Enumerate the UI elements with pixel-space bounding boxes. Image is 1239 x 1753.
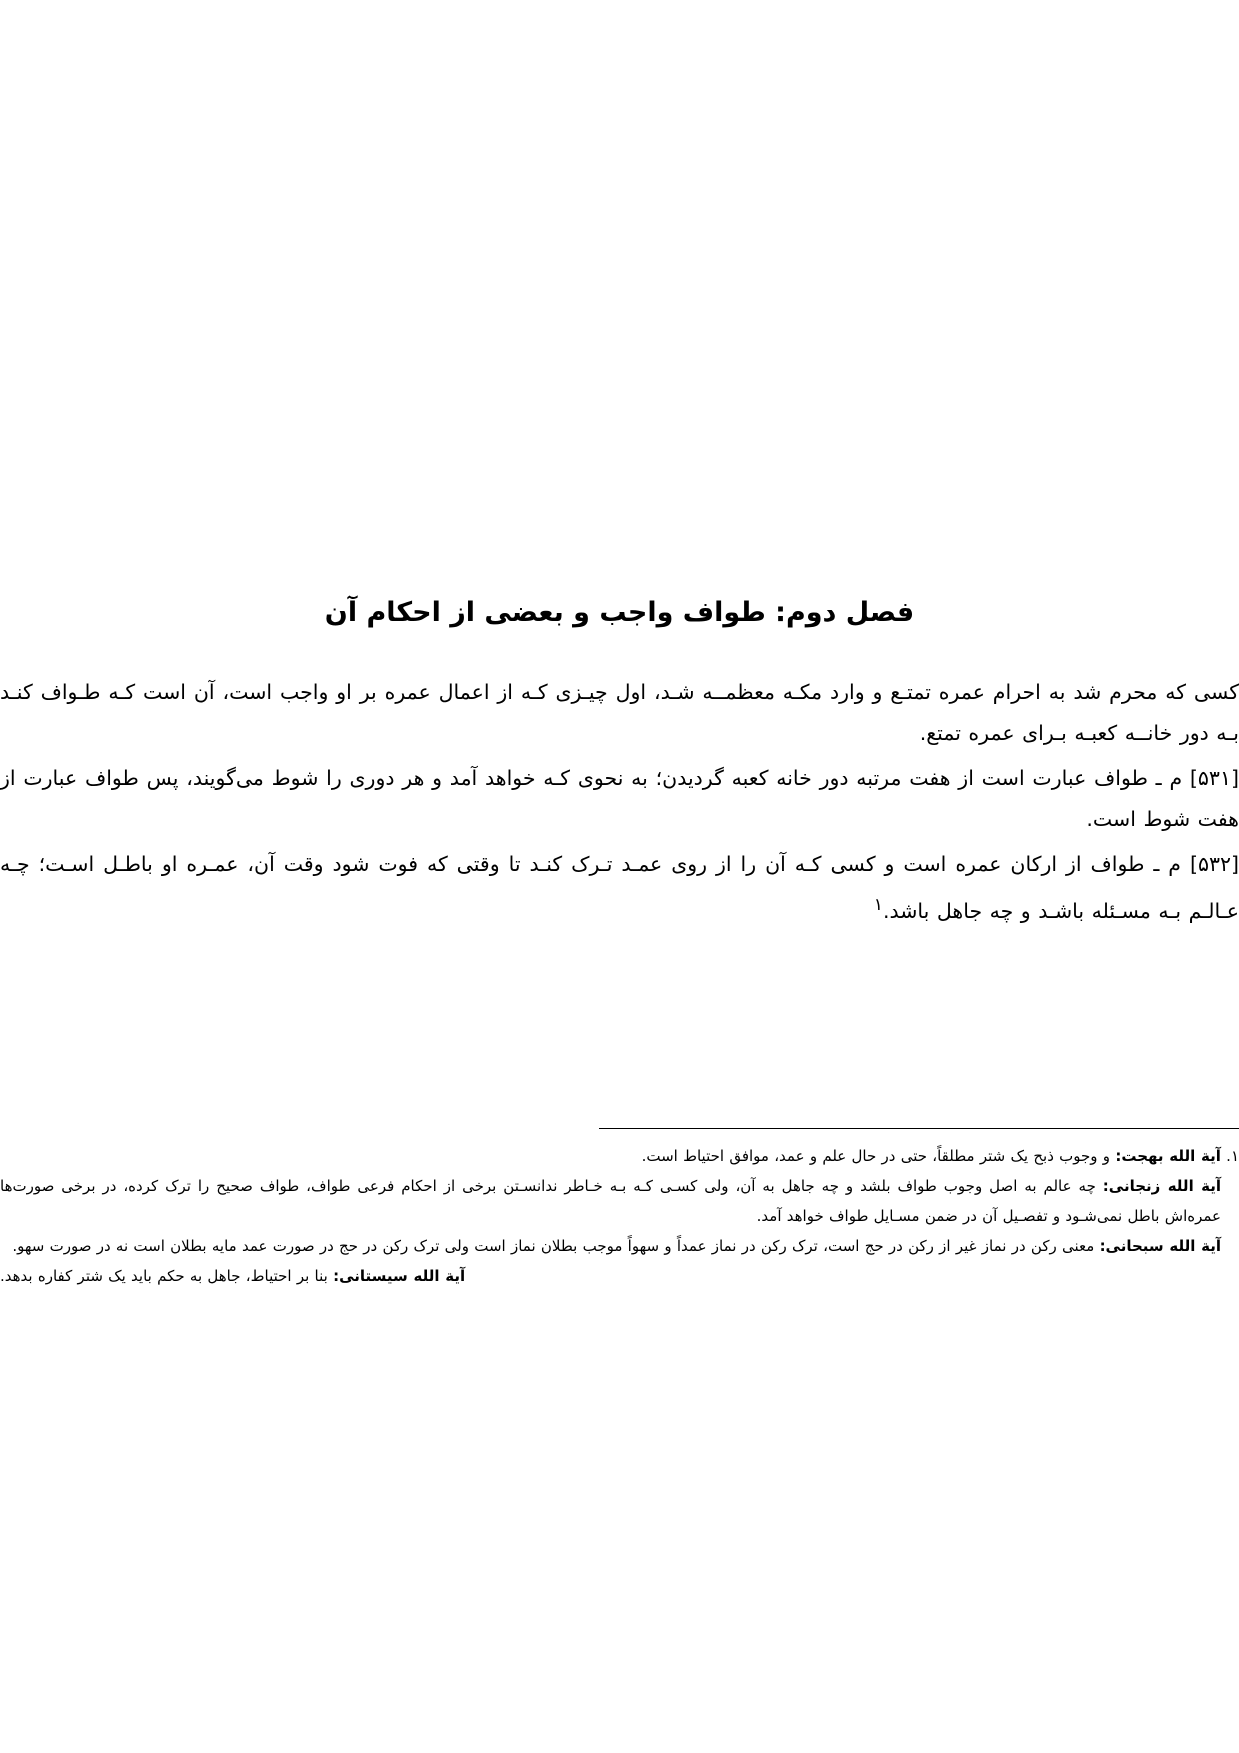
masalah-text-532: ـ طواف از ارکان عمره است و کسی کـه آن را از روی عمـد تـرک کنـد تا وقتی که فوت شود وقت آن، عمـره او باطـل اسـت؛ چـه عـالـم بـه مسـئله باشـد و چه جاهل باشد.: [0, 852, 1239, 923]
footnote-text: معنی رکن در نماز غیر از رکن در حج است، ترک رکن در نماز عمداً و سهواً موجب بطلان نماز است ولی ترک رکن در حج در صورت عمد مایه بطلان است نه در صورت سهو.: [12, 1237, 1095, 1255]
footnote-authority-sistani: آیة الله سیستانی:: [333, 1267, 466, 1285]
footnote-reference[interactable]: ۱: [873, 895, 883, 915]
masalah-marker-532: م: [1168, 852, 1181, 876]
paragraph-masalah-532: [0, 844, 1239, 932]
footnote-marker: ۱.: [1226, 1147, 1239, 1165]
footnote-authority-bahjat: آیة الله بهجت:: [1115, 1147, 1221, 1165]
page-title: فصل دوم: طواف واجب و بعضی از احکام آن: [324, 597, 915, 628]
footnote-item: [0, 1231, 1239, 1261]
masalah-number-532: [۵۳۲]: [1189, 852, 1239, 876]
footnote-item: [0, 1171, 1239, 1231]
footnote-item: [0, 1261, 1239, 1291]
footnote-block: [0, 1141, 1239, 1291]
footnote-text: و وجوب ذبح یک شتر مطلقاً، حتی در حال علم و عمد، موافق احتیاط است.: [641, 1147, 1111, 1165]
footnote-authority-sobhani: آیة الله سبحانی:: [1099, 1237, 1221, 1255]
masalah-text-531: ـ طواف عبارت است از هفت مرتبه دور خانه کعبه گردیدن؛ به نحوی کـه خواهد آمد و هر دوری را شوط می‌گویند، پس طواف عبارت از هفت شوط است.: [0, 766, 1239, 831]
paragraph-intro: کسی که محرم شد به احرام عمره تمتـع و وارد مکـه معظمــه شـد، اول چیـزی کـه از اعمال عمره بر او واجب است، آن است کـه طـواف کنـد بـه دور خانــه کعبـه بـرای عمره تمتع.: [0, 680, 1239, 745]
footnote-text: بنا بر احتیاط، جاهل به حکم باید یک شتر کفاره بدهد.: [0, 1267, 328, 1285]
paragraph-masalah-531: [0, 758, 1239, 840]
footnote-text: چه عالم به اصل وجوب طواف بلشد و چه جاهل به آن، ولی کسـی کـه بـه خـاطر ندانسـتن برخی از احکام فرعی طواف، طواف صحیح را ترک کرده، در برخی صورت‌ها عمره‌اش باطل نمی‌شـود و تفصـیل آن در ضمن مسـایل طواف خواهد آمد.: [0, 1177, 1221, 1225]
footnote-separator: [599, 1128, 1239, 1129]
masalah-marker-531: م: [1169, 766, 1183, 790]
footnote-item: [0, 1141, 1239, 1171]
body-text: [0, 672, 1239, 936]
footnote-authority-zanjani: آیة الله زنجانی:: [1102, 1177, 1221, 1195]
masalah-number-531: [۵۳۱]: [1189, 766, 1239, 790]
